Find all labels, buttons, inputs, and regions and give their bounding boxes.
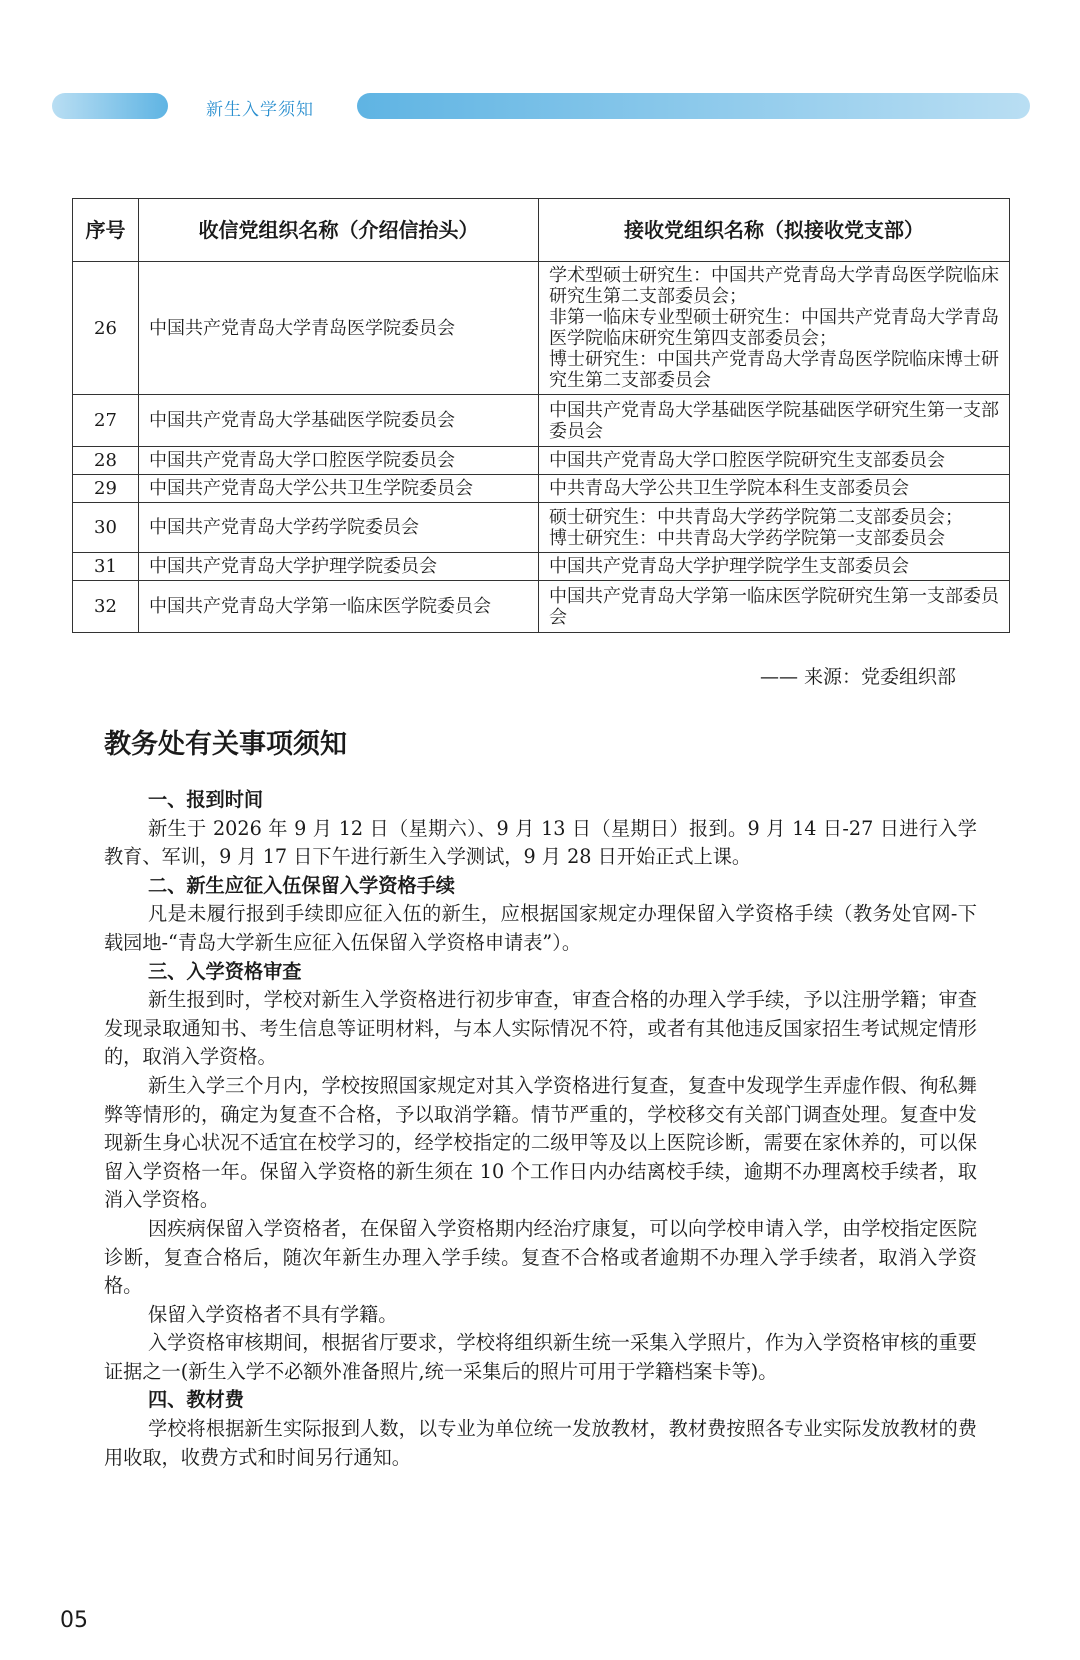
- paragraph: 凡是未履行报到手续即应征入伍的新生，应根据国家规定办理保留入学资格手续（教务处官网-下载园地-“青岛大学新生应征入伍保留入学资格申请表”）。: [104, 902, 977, 954]
- header-index: 序号: [73, 199, 139, 262]
- sender-organization: 中国共产党青岛大学第一临床医学院委员会: [139, 581, 539, 633]
- receiver-organization: [539, 395, 1010, 447]
- subsection-heading: 三、入学资格审查: [148, 959, 302, 983]
- row-index: 28: [73, 447, 139, 475]
- row-index: 31: [73, 553, 139, 581]
- table-row: [73, 447, 1010, 475]
- sender-organization: 中国共产党青岛大学青岛医学院委员会: [139, 262, 539, 395]
- receiver-line: 中国共产党青岛大学第一临床医学院研究生第一支部委员会: [549, 585, 999, 628]
- paragraph: 保留入学资格者不具有学籍。: [148, 1302, 398, 1326]
- receiver-organization: [539, 262, 1010, 395]
- sender-organization: 中国共产党青岛大学药学院委员会: [139, 503, 539, 553]
- receiver-organization: [539, 581, 1010, 633]
- paragraph: 新生入学三个月内，学校按照国家规定对其入学资格进行复查，复查中发现学生弄虚作假、徇私舞弊等情形的，确定为复查不合格，予以取消学籍。情节严重的，学校移交有关部门调查处理。复查中发现新生身心状况不适宜在校学习的，经学校指定的二级甲等及以上医院诊断，需要在家休养的，可以保留入学资格一年。保留入学资格的新生须在 10 个工作日内办结离校手续，逾期不办理离校手续者，取消入学资格。: [104, 1073, 977, 1212]
- receiver-line: 非第一临床专业型硕士研究生：中国共产党青岛大学青岛医学院临床研究生第四支部委员会；: [549, 307, 999, 349]
- subsection-heading: 一、报到时间: [148, 788, 264, 811]
- row-index: 32: [73, 581, 139, 633]
- receiver-line: 中国共产党青岛大学基础医学院基础医学研究生第一支部委员会: [549, 399, 999, 442]
- sender-organization: 中国共产党青岛大学护理学院委员会: [139, 553, 539, 581]
- table-row: [73, 503, 1010, 553]
- section-body: [104, 786, 977, 1472]
- header-bar-left: [52, 93, 168, 119]
- paragraph: 学校将根据新生实际报到人数，以专业为单位统一发放教材，教材费按照各专业实际发放教材的费用收取，收费方式和时间另行通知。: [104, 1417, 977, 1469]
- paragraph: 新生报到时，学校对新生入学资格进行初步审查，审查合格的办理入学手续，予以注册学籍；审查发现录取通知书、考生信息等证明材料，与本人实际情况不符，或者有其他违反国家招生考试规定情形的，取消入学资格。: [104, 988, 977, 1069]
- table-header-row: [73, 199, 1010, 262]
- header-bar-right: [357, 93, 1030, 119]
- header-title: 新生入学须知: [206, 100, 314, 120]
- paragraph: 入学资格审核期间，根据省厅要求，学校将组织新生统一采集入学照片，作为入学资格审核的重要证据之一(新生入学不必额外准备照片,统一采集后的照片可用于学籍档案卡等)。: [104, 1331, 977, 1383]
- table-row: [73, 553, 1010, 581]
- sender-organization: 中国共产党青岛大学公共卫生学院委员会: [139, 475, 539, 503]
- table-row: [73, 395, 1010, 447]
- paragraph: 新生于 2026 年 9 月 12 日（星期六）、9 月 13 日（星期日）报到。9 月 14 日-27 日进行入学教育、军训，9 月 17 日下午进行新生入学测试，9 月 28 日开始正式上课。: [104, 816, 977, 869]
- receiver-line: 学术型硕士研究生：中国共产党青岛大学青岛医学院临床研究生第二支部委员会；: [549, 265, 999, 307]
- page-number: 05: [60, 1608, 88, 1633]
- row-index: 26: [73, 262, 139, 395]
- subsection-heading: 四、教材费: [148, 1388, 244, 1412]
- receiver-line: 中国共产党青岛大学口腔医学院研究生支部委员会: [549, 450, 945, 471]
- party-organization-table: [72, 198, 1010, 633]
- paragraph: 因疾病保留入学资格者，在保留入学资格期内经治疗康复，可以向学校申请入学，由学校指定医院诊断，复查合格后，随次年新生办理入学手续。复查不合格或者逾期不办理入学手续者，取消入学资格。: [104, 1216, 977, 1298]
- receiver-line: 博士研究生：中国共产党青岛大学青岛医学院临床博士研究生第二支部委员会: [549, 349, 999, 391]
- table-row: [73, 262, 1010, 395]
- subsection-heading: 二、新生应征入伍保留入学资格手续: [148, 873, 455, 897]
- receiver-organization: [539, 447, 1010, 475]
- table-row: [73, 581, 1010, 633]
- receiver-organization: [539, 503, 1010, 553]
- row-index: 27: [73, 395, 139, 447]
- sender-organization: 中国共产党青岛大学口腔医学院委员会: [139, 447, 539, 475]
- header-sender: 收信党组织名称（介绍信抬头）: [139, 199, 539, 262]
- receiver-line: 中共青岛大学公共卫生学院本科生支部委员会: [549, 478, 909, 499]
- sender-organization: 中国共产党青岛大学基础医学院委员会: [139, 395, 539, 447]
- receiver-organization: [539, 475, 1010, 503]
- section-title: 教务处有关事项须知: [104, 729, 347, 760]
- receiver-organization: [539, 553, 1010, 581]
- header-receiver: 接收党组织名称（拟接收党支部）: [539, 199, 1010, 262]
- table-row: [73, 475, 1010, 503]
- receiver-line: 硕士研究生：中共青岛大学药学院第二支部委员会；: [549, 506, 963, 528]
- row-index: 30: [73, 503, 139, 553]
- receiver-line: 博士研究生：中共青岛大学药学院第一支部委员会: [549, 527, 945, 549]
- source-note: —— 来源：党委组织部: [760, 666, 957, 688]
- receiver-line: 中国共产党青岛大学护理学院学生支部委员会: [549, 556, 909, 577]
- row-index: 29: [73, 475, 139, 503]
